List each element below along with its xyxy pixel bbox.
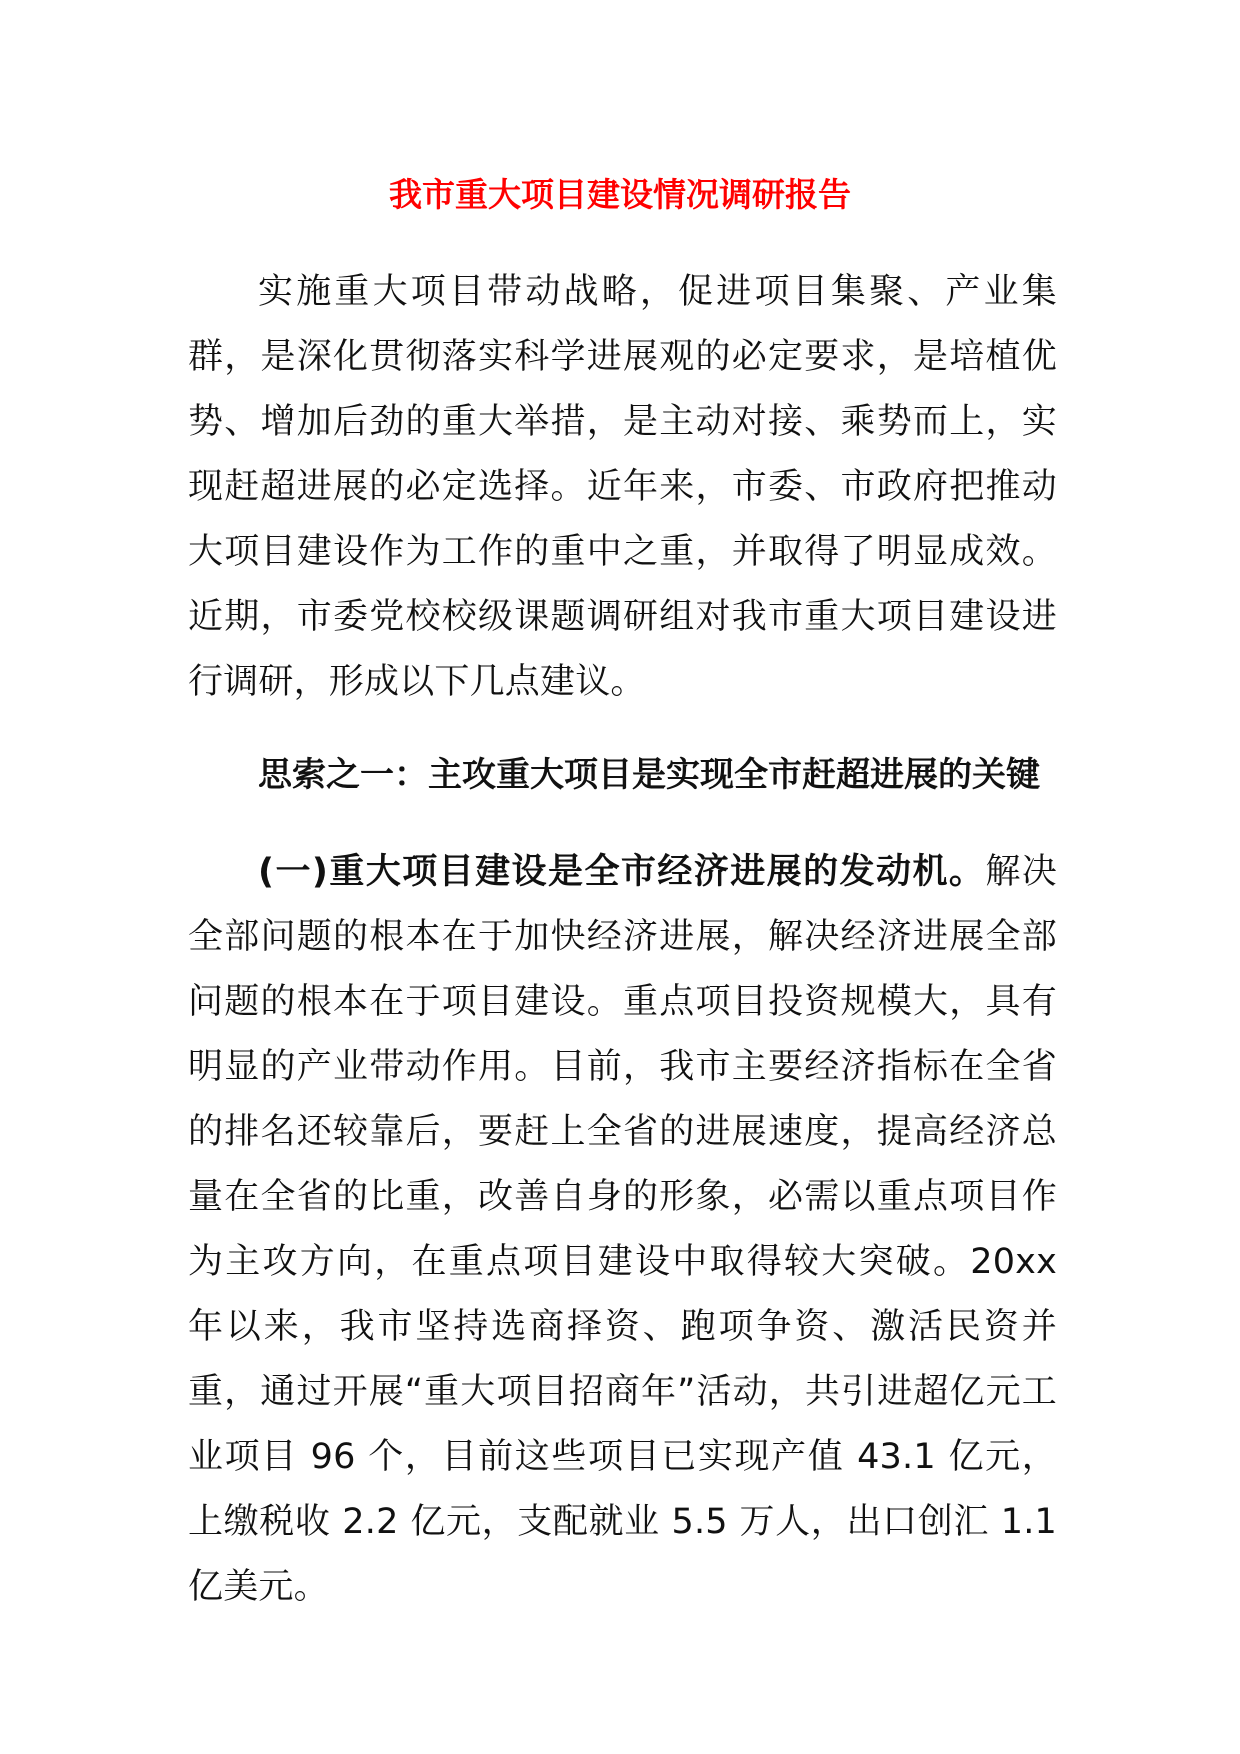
subsection-body: 解决全部问题的根本在于加快经济进展，解决经济进展全部问题的根本在于项目建设。重点项目投资规模大，具有明显的产业带动作用。目前，我市主要经济指标在全省的排名还较靠后，要赶上全省的进展速度，提高经济总量在全省的比重，改善自身的形象，必需以重点项目作为主攻方向，在重点项目建设中取得较大突破。20xx 年以来，我市坚持选商择资、跑项争资、激活民资并重，通过开展“重大项目招商年”活动，共引进超亿元工业项目 96 个，目前这些项目已实现产值 43.1 亿元，上缴税收 2.2 亿元，支配就业 5.5 万人，出口创汇 1.1 亿美元。 bbox=[188, 852, 1057, 1607]
subsection-paragraph bbox=[188, 840, 1057, 1620]
section-heading: 思索之一：主攻重大项目是实现全市赶超进展的关键 bbox=[258, 755, 1040, 795]
document-title: 我市重大项目建设情况调研报告 bbox=[389, 175, 851, 214]
subsection-lead: (一)重大项目建设是全市经济进展的发动机。 bbox=[258, 852, 986, 892]
intro-paragraph: 实施重大项目带动战略，促进项目集聚、产业集群，是深化贯彻落实科学进展观的必定要求，是培植优势、增加后劲的重大举措，是主动对接、乘势而上，实现赶超进展的必定选择。近年来，市委、市政府把推动大项目建设作为工作的重中之重，并取得了明显成效。近期，市委党校校级课题调研组对我市重大项目建设进行调研，形成以下几点建议。 bbox=[188, 272, 1057, 702]
